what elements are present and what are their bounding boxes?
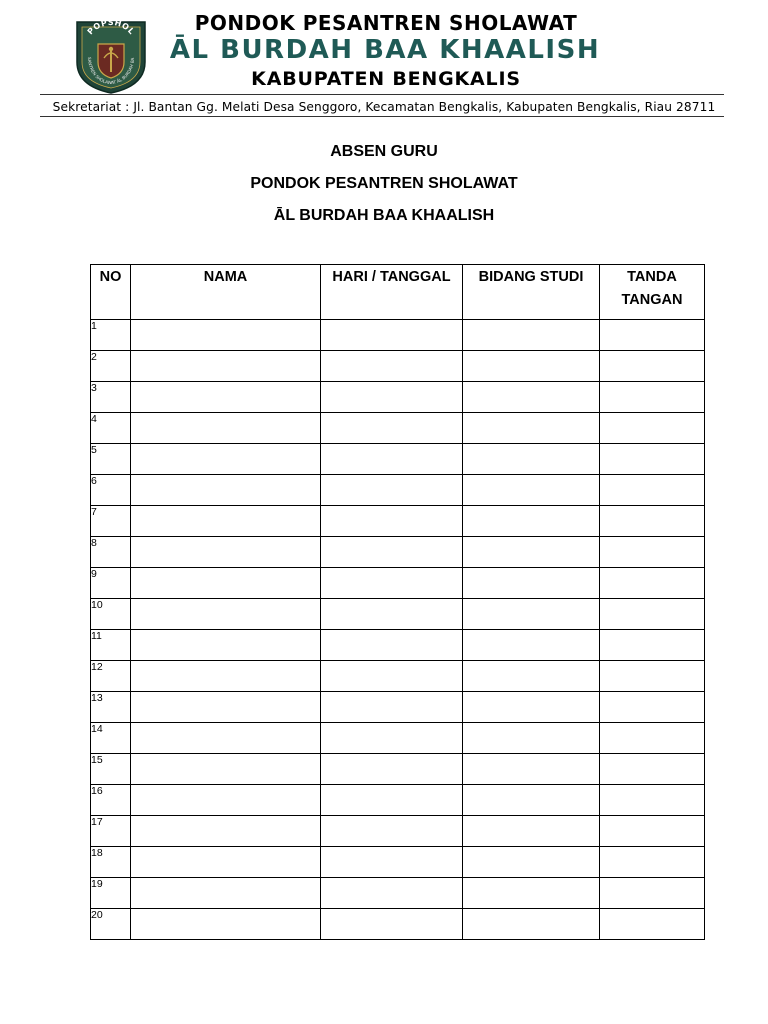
cell-nama[interactable] [131, 816, 321, 847]
cell-hari-tanggal[interactable] [321, 630, 463, 661]
cell-bidang-studi[interactable] [463, 785, 600, 816]
cell-bidang-studi[interactable] [463, 630, 600, 661]
cell-hari-tanggal[interactable] [321, 351, 463, 382]
cell-no: 12 [91, 661, 131, 692]
table-row [91, 661, 705, 692]
cell-tanda-tangan[interactable] [600, 444, 705, 475]
column-header-no: NO [91, 265, 131, 320]
cell-tanda-tangan[interactable] [600, 382, 705, 413]
table-row [91, 382, 705, 413]
cell-tanda-tangan[interactable] [600, 785, 705, 816]
cell-tanda-tangan[interactable] [600, 506, 705, 537]
cell-no: 9 [91, 568, 131, 599]
table-row [91, 506, 705, 537]
cell-no: 1 [91, 320, 131, 351]
cell-bidang-studi[interactable] [463, 816, 600, 847]
cell-bidang-studi[interactable] [463, 754, 600, 785]
cell-no: 2 [91, 351, 131, 382]
cell-nama[interactable] [131, 444, 321, 475]
column-header-nama: NAMA [131, 265, 321, 320]
document-title: ABSEN GURU [330, 143, 438, 160]
cell-bidang-studi[interactable] [463, 413, 600, 444]
cell-bidang-studi[interactable] [463, 878, 600, 909]
cell-nama[interactable] [131, 320, 321, 351]
cell-hari-tanggal[interactable] [321, 568, 463, 599]
table-row [91, 320, 705, 351]
cell-nama[interactable] [131, 630, 321, 661]
cell-tanda-tangan[interactable] [600, 320, 705, 351]
cell-tanda-tangan[interactable] [600, 847, 705, 878]
cell-no: 3 [91, 382, 131, 413]
document-subtitle-2: ĀL BURDAH BAA KHAALISH [273, 207, 495, 224]
table-row [91, 816, 705, 847]
cell-tanda-tangan[interactable] [600, 692, 705, 723]
table-row [91, 692, 705, 723]
table-row [91, 723, 705, 754]
table-row [91, 754, 705, 785]
header-divider-top [40, 94, 724, 95]
cell-bidang-studi[interactable] [463, 723, 600, 754]
cell-bidang-studi[interactable] [463, 568, 600, 599]
document-subtitle-1: PONDOK PESANTREN SHOLAWAT [250, 175, 518, 192]
cell-tanda-tangan[interactable] [600, 816, 705, 847]
cell-bidang-studi[interactable] [463, 351, 600, 382]
cell-tanda-tangan[interactable] [600, 537, 705, 568]
table-row [91, 568, 705, 599]
cell-hari-tanggal[interactable] [321, 599, 463, 630]
attendance-table [90, 264, 705, 940]
cell-bidang-studi[interactable] [463, 320, 600, 351]
cell-nama[interactable] [131, 692, 321, 723]
cell-hari-tanggal[interactable] [321, 723, 463, 754]
cell-hari-tanggal[interactable] [321, 785, 463, 816]
cell-nama[interactable] [131, 413, 321, 444]
cell-no: 5 [91, 444, 131, 475]
cell-bidang-studi[interactable] [463, 475, 600, 506]
column-header-bidang-studi: BIDANG STUDI [463, 265, 600, 320]
column-header-tanda-tangan: TANDA TANGAN [600, 265, 705, 320]
cell-tanda-tangan[interactable] [600, 878, 705, 909]
logo-ring-text: SANTREN SHOLAWAT ĀL BURDAH BA [86, 56, 136, 86]
table-row [91, 785, 705, 816]
cell-bidang-studi[interactable] [463, 599, 600, 630]
header-divider-bottom [40, 116, 724, 117]
cell-nama[interactable] [131, 599, 321, 630]
cell-hari-tanggal[interactable] [321, 692, 463, 723]
cell-nama[interactable] [131, 351, 321, 382]
table-row [91, 630, 705, 661]
cell-tanda-tangan[interactable] [600, 909, 705, 940]
cell-no: 10 [91, 599, 131, 630]
table-row [91, 847, 705, 878]
cell-hari-tanggal[interactable] [321, 816, 463, 847]
cell-no: 20 [91, 909, 131, 940]
cell-nama[interactable] [131, 661, 321, 692]
cell-tanda-tangan[interactable] [600, 599, 705, 630]
table-row [91, 878, 705, 909]
institution-name-line2: ĀL BURDAH BAA KHAALISH [169, 35, 601, 65]
cell-hari-tanggal[interactable] [321, 878, 463, 909]
cell-tanda-tangan[interactable] [600, 413, 705, 444]
table-row [91, 413, 705, 444]
cell-hari-tanggal[interactable] [321, 909, 463, 940]
cell-tanda-tangan[interactable] [600, 475, 705, 506]
cell-no: 13 [91, 692, 131, 723]
regency-name: KABUPATEN BENGKALIS [251, 68, 521, 90]
cell-no: 4 [91, 413, 131, 444]
cell-hari-tanggal[interactable] [321, 444, 463, 475]
table-header-row [91, 265, 705, 320]
logo-arc-text: POPSHOL [85, 17, 137, 37]
cell-hari-tanggal[interactable] [321, 537, 463, 568]
cell-tanda-tangan[interactable] [600, 723, 705, 754]
cell-hari-tanggal[interactable] [321, 661, 463, 692]
cell-nama[interactable] [131, 847, 321, 878]
cell-nama[interactable] [131, 506, 321, 537]
cell-nama[interactable] [131, 537, 321, 568]
cell-no: 18 [91, 847, 131, 878]
cell-bidang-studi[interactable] [463, 909, 600, 940]
cell-no: 15 [91, 754, 131, 785]
cell-hari-tanggal[interactable] [321, 413, 463, 444]
cell-nama[interactable] [131, 785, 321, 816]
secretariat-address: Sekretariat : Jl. Bantan Gg. Melati Desa Senggoro, Kecamatan Bengkalis, Kabupaten Bengkalis, Riau 28711 [52, 100, 716, 114]
table-row [91, 537, 705, 568]
cell-hari-tanggal[interactable] [321, 475, 463, 506]
cell-tanda-tangan[interactable] [600, 754, 705, 785]
cell-nama[interactable] [131, 878, 321, 909]
cell-hari-tanggal[interactable] [321, 320, 463, 351]
cell-bidang-studi[interactable] [463, 444, 600, 475]
cell-nama[interactable] [131, 723, 321, 754]
table-row [91, 444, 705, 475]
cell-no: 11 [91, 630, 131, 661]
table-row [91, 909, 705, 940]
cell-tanda-tangan[interactable] [600, 661, 705, 692]
cell-bidang-studi[interactable] [463, 661, 600, 692]
column-header-hari-tanggal: HARI / TANGGAL [321, 265, 463, 320]
cell-tanda-tangan[interactable] [600, 351, 705, 382]
institution-name-line1: PONDOK PESANTREN SHOLAWAT [194, 11, 578, 35]
cell-hari-tanggal[interactable] [321, 506, 463, 537]
cell-no: 6 [91, 475, 131, 506]
cell-hari-tanggal[interactable] [321, 382, 463, 413]
cell-hari-tanggal[interactable] [321, 754, 463, 785]
cell-tanda-tangan[interactable] [600, 630, 705, 661]
cell-bidang-studi[interactable] [463, 506, 600, 537]
cell-nama[interactable] [131, 909, 321, 940]
cell-bidang-studi[interactable] [463, 382, 600, 413]
cell-nama[interactable] [131, 754, 321, 785]
cell-no: 17 [91, 816, 131, 847]
cell-no: 16 [91, 785, 131, 816]
cell-hari-tanggal[interactable] [321, 847, 463, 878]
cell-no: 19 [91, 878, 131, 909]
cell-bidang-studi[interactable] [463, 537, 600, 568]
table-row [91, 351, 705, 382]
cell-no: 7 [91, 506, 131, 537]
table-row [91, 599, 705, 630]
cell-bidang-studi[interactable] [463, 847, 600, 878]
cell-nama[interactable] [131, 475, 321, 506]
cell-nama[interactable] [131, 568, 321, 599]
cell-tanda-tangan[interactable] [600, 568, 705, 599]
cell-bidang-studi[interactable] [463, 692, 600, 723]
cell-nama[interactable] [131, 382, 321, 413]
cell-no: 8 [91, 537, 131, 568]
cell-no: 14 [91, 723, 131, 754]
table-row [91, 475, 705, 506]
